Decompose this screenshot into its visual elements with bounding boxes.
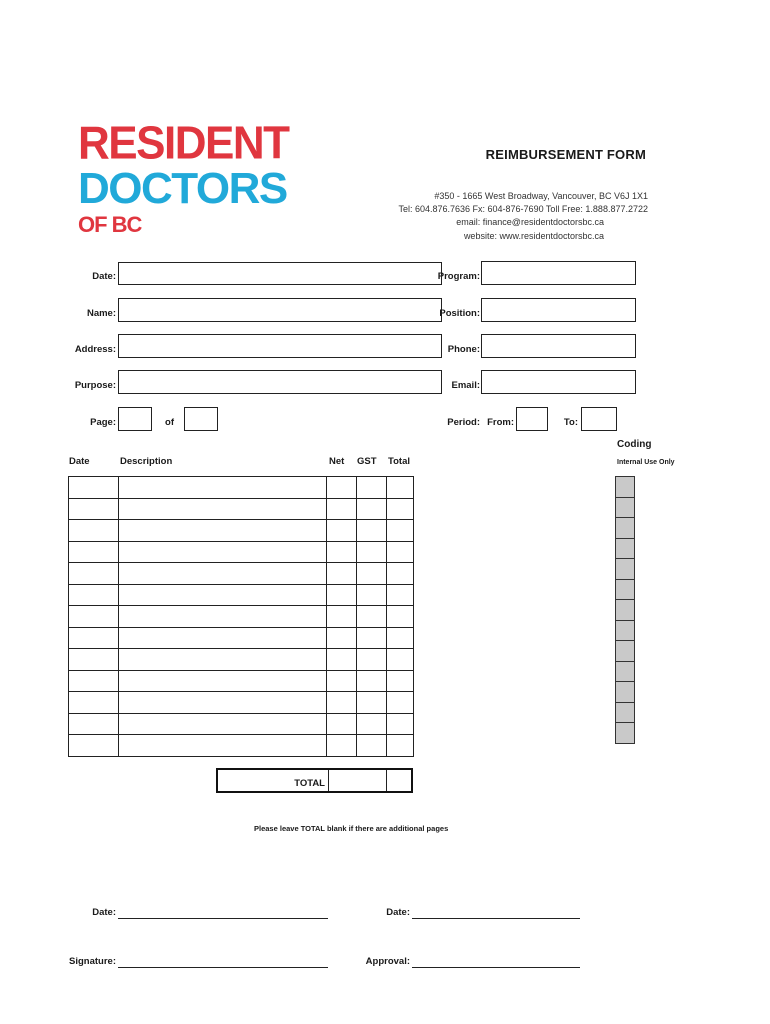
program-label: Program:: [437, 271, 480, 282]
purpose-label: Purpose:: [74, 380, 116, 391]
header-date: Date: [69, 456, 90, 467]
row-net-cell[interactable]: [327, 498, 357, 520]
row-date-cell[interactable]: [69, 584, 119, 606]
period-label: Period:: [447, 417, 480, 428]
row-total-cell[interactable]: [387, 498, 414, 520]
table-row: [69, 563, 414, 585]
row-net-cell[interactable]: [327, 670, 357, 692]
email-label: Email:: [451, 380, 480, 391]
row-description-cell[interactable]: [119, 498, 327, 520]
signature-label: Signature:: [69, 956, 116, 967]
expense-table: [68, 476, 414, 757]
row-net-cell[interactable]: [327, 563, 357, 585]
address-line: #350 - 1665 West Broadway, Vancouver, BC V6J 1X1: [434, 191, 648, 201]
row-net-cell[interactable]: [327, 713, 357, 735]
row-description-cell[interactable]: [119, 584, 327, 606]
total-divider: [386, 770, 387, 791]
row-gst-cell[interactable]: [357, 541, 387, 563]
of-label: of: [165, 417, 174, 428]
internal-use-label: Internal Use Only: [617, 459, 675, 466]
purpose-field[interactable]: [118, 370, 442, 394]
position-label: Position:: [439, 308, 480, 319]
form-title: REIMBURSEMENT FORM: [485, 147, 646, 162]
row-total-cell[interactable]: [387, 735, 414, 757]
total-box: [216, 768, 413, 793]
coding-cell: [615, 681, 635, 703]
approval-date-line[interactable]: [412, 918, 580, 919]
from-field[interactable]: [516, 407, 548, 431]
row-date-cell[interactable]: [69, 520, 119, 542]
header-gst: GST: [357, 456, 377, 467]
phone-field[interactable]: [481, 334, 636, 358]
row-date-cell[interactable]: [69, 670, 119, 692]
total-label: TOTAL: [294, 778, 325, 789]
logo-line-1: RESIDENT: [78, 117, 289, 170]
row-date-cell[interactable]: [69, 563, 119, 585]
row-net-cell[interactable]: [327, 541, 357, 563]
row-description-cell[interactable]: [119, 649, 327, 671]
row-gst-cell[interactable]: [357, 477, 387, 499]
row-gst-cell[interactable]: [357, 627, 387, 649]
address-label: Address:: [74, 344, 116, 355]
table-row: [69, 692, 414, 714]
email-field[interactable]: [481, 370, 636, 394]
table-row: [69, 670, 414, 692]
coding-cell: [615, 497, 635, 519]
row-date-cell[interactable]: [69, 735, 119, 757]
coding-cell: [615, 538, 635, 560]
row-total-cell[interactable]: [387, 606, 414, 628]
coding-cell: [615, 558, 635, 580]
row-gst-cell[interactable]: [357, 606, 387, 628]
row-gst-cell[interactable]: [357, 584, 387, 606]
coding-cell: [615, 722, 635, 744]
row-net-cell[interactable]: [327, 627, 357, 649]
row-description-cell[interactable]: [119, 606, 327, 628]
position-field[interactable]: [481, 298, 636, 322]
coding-cell: [615, 620, 635, 642]
row-date-cell[interactable]: [69, 606, 119, 628]
row-gst-cell[interactable]: [357, 498, 387, 520]
logo-line-2: DOCTORS: [78, 164, 287, 213]
row-date-cell[interactable]: [69, 541, 119, 563]
row-gst-cell[interactable]: [357, 563, 387, 585]
row-date-cell[interactable]: [69, 477, 119, 499]
row-total-cell[interactable]: [387, 541, 414, 563]
row-net-cell[interactable]: [327, 649, 357, 671]
phone-line: Tel: 604.876.7636 Fx: 604-876-7690 Toll Free: 1.888.877.2722: [398, 204, 648, 214]
resident-doctors-logo: [78, 117, 289, 237]
row-total-cell[interactable]: [387, 520, 414, 542]
row-date-cell[interactable]: [69, 713, 119, 735]
program-field[interactable]: [481, 261, 636, 285]
row-gst-cell[interactable]: [357, 692, 387, 714]
page-label: Page:: [90, 417, 116, 428]
table-row: [69, 627, 414, 649]
to-field[interactable]: [581, 407, 617, 431]
row-description-cell[interactable]: [119, 520, 327, 542]
approval-line[interactable]: [412, 967, 580, 968]
row-description-cell[interactable]: [119, 563, 327, 585]
row-description-cell[interactable]: [119, 735, 327, 757]
header-description: Description: [120, 456, 173, 467]
header-total: Total: [388, 456, 410, 467]
table-row: [69, 713, 414, 735]
total-divider: [328, 770, 329, 791]
coding-column: [615, 476, 635, 744]
row-net-cell[interactable]: [327, 477, 357, 499]
row-net-cell[interactable]: [327, 520, 357, 542]
approval-date-label: Date:: [386, 907, 410, 918]
phone-label: Phone:: [447, 344, 480, 355]
row-total-cell[interactable]: [387, 563, 414, 585]
header-net: Net: [329, 456, 345, 467]
coding-label: Coding: [617, 439, 652, 450]
row-description-cell[interactable]: [119, 477, 327, 499]
total-note: Please leave TOTAL blank if there are additional pages: [254, 824, 449, 833]
table-row: [69, 541, 414, 563]
row-total-cell[interactable]: [387, 584, 414, 606]
table-row: [69, 606, 414, 628]
row-description-cell[interactable]: [119, 670, 327, 692]
row-total-cell[interactable]: [387, 670, 414, 692]
coding-cell: [615, 640, 635, 662]
website-line: website: www.residentdoctorsbc.ca: [463, 231, 604, 241]
row-gst-cell[interactable]: [357, 735, 387, 757]
row-date-cell[interactable]: [69, 627, 119, 649]
from-label: From:: [487, 417, 514, 428]
signoff-date-label: Date:: [92, 907, 116, 918]
row-total-cell[interactable]: [387, 477, 414, 499]
coding-cell: [615, 702, 635, 724]
date-label: Date:: [92, 271, 116, 282]
coding-cell: [615, 476, 635, 498]
row-description-cell[interactable]: [119, 541, 327, 563]
row-net-cell[interactable]: [327, 735, 357, 757]
approval-label: Approval:: [365, 956, 410, 967]
row-gst-cell[interactable]: [357, 670, 387, 692]
page-count-field[interactable]: [184, 407, 218, 431]
to-label: To:: [563, 417, 578, 428]
coding-cell: [615, 579, 635, 601]
signature-line[interactable]: [118, 967, 328, 968]
row-gst-cell[interactable]: [357, 713, 387, 735]
table-row: [69, 520, 414, 542]
row-net-cell[interactable]: [327, 606, 357, 628]
row-date-cell[interactable]: [69, 498, 119, 520]
table-row: [69, 735, 414, 757]
table-row: [69, 498, 414, 520]
logo-line-3: OF BC: [78, 212, 142, 237]
address-field[interactable]: [118, 334, 442, 358]
row-net-cell[interactable]: [327, 584, 357, 606]
email-line: email: finance@residentdoctorsbc.ca: [456, 217, 604, 227]
coding-cell: [615, 599, 635, 621]
row-description-cell[interactable]: [119, 713, 327, 735]
date-field[interactable]: [118, 262, 442, 285]
row-date-cell[interactable]: [69, 692, 119, 714]
row-description-cell[interactable]: [119, 627, 327, 649]
row-total-cell[interactable]: [387, 713, 414, 735]
table-row: [69, 477, 414, 499]
table-row: [69, 649, 414, 671]
row-description-cell[interactable]: [119, 692, 327, 714]
coding-cell: [615, 661, 635, 683]
row-date-cell[interactable]: [69, 649, 119, 671]
page-number-field[interactable]: [118, 407, 152, 431]
row-gst-cell[interactable]: [357, 649, 387, 671]
signoff-date-line[interactable]: [118, 918, 328, 919]
name-field[interactable]: [118, 298, 442, 322]
coding-cell: [615, 517, 635, 539]
name-label: Name:: [86, 308, 116, 319]
row-total-cell[interactable]: [387, 649, 414, 671]
row-net-cell[interactable]: [327, 692, 357, 714]
table-row: [69, 584, 414, 606]
row-total-cell[interactable]: [387, 692, 414, 714]
row-total-cell[interactable]: [387, 627, 414, 649]
row-gst-cell[interactable]: [357, 520, 387, 542]
